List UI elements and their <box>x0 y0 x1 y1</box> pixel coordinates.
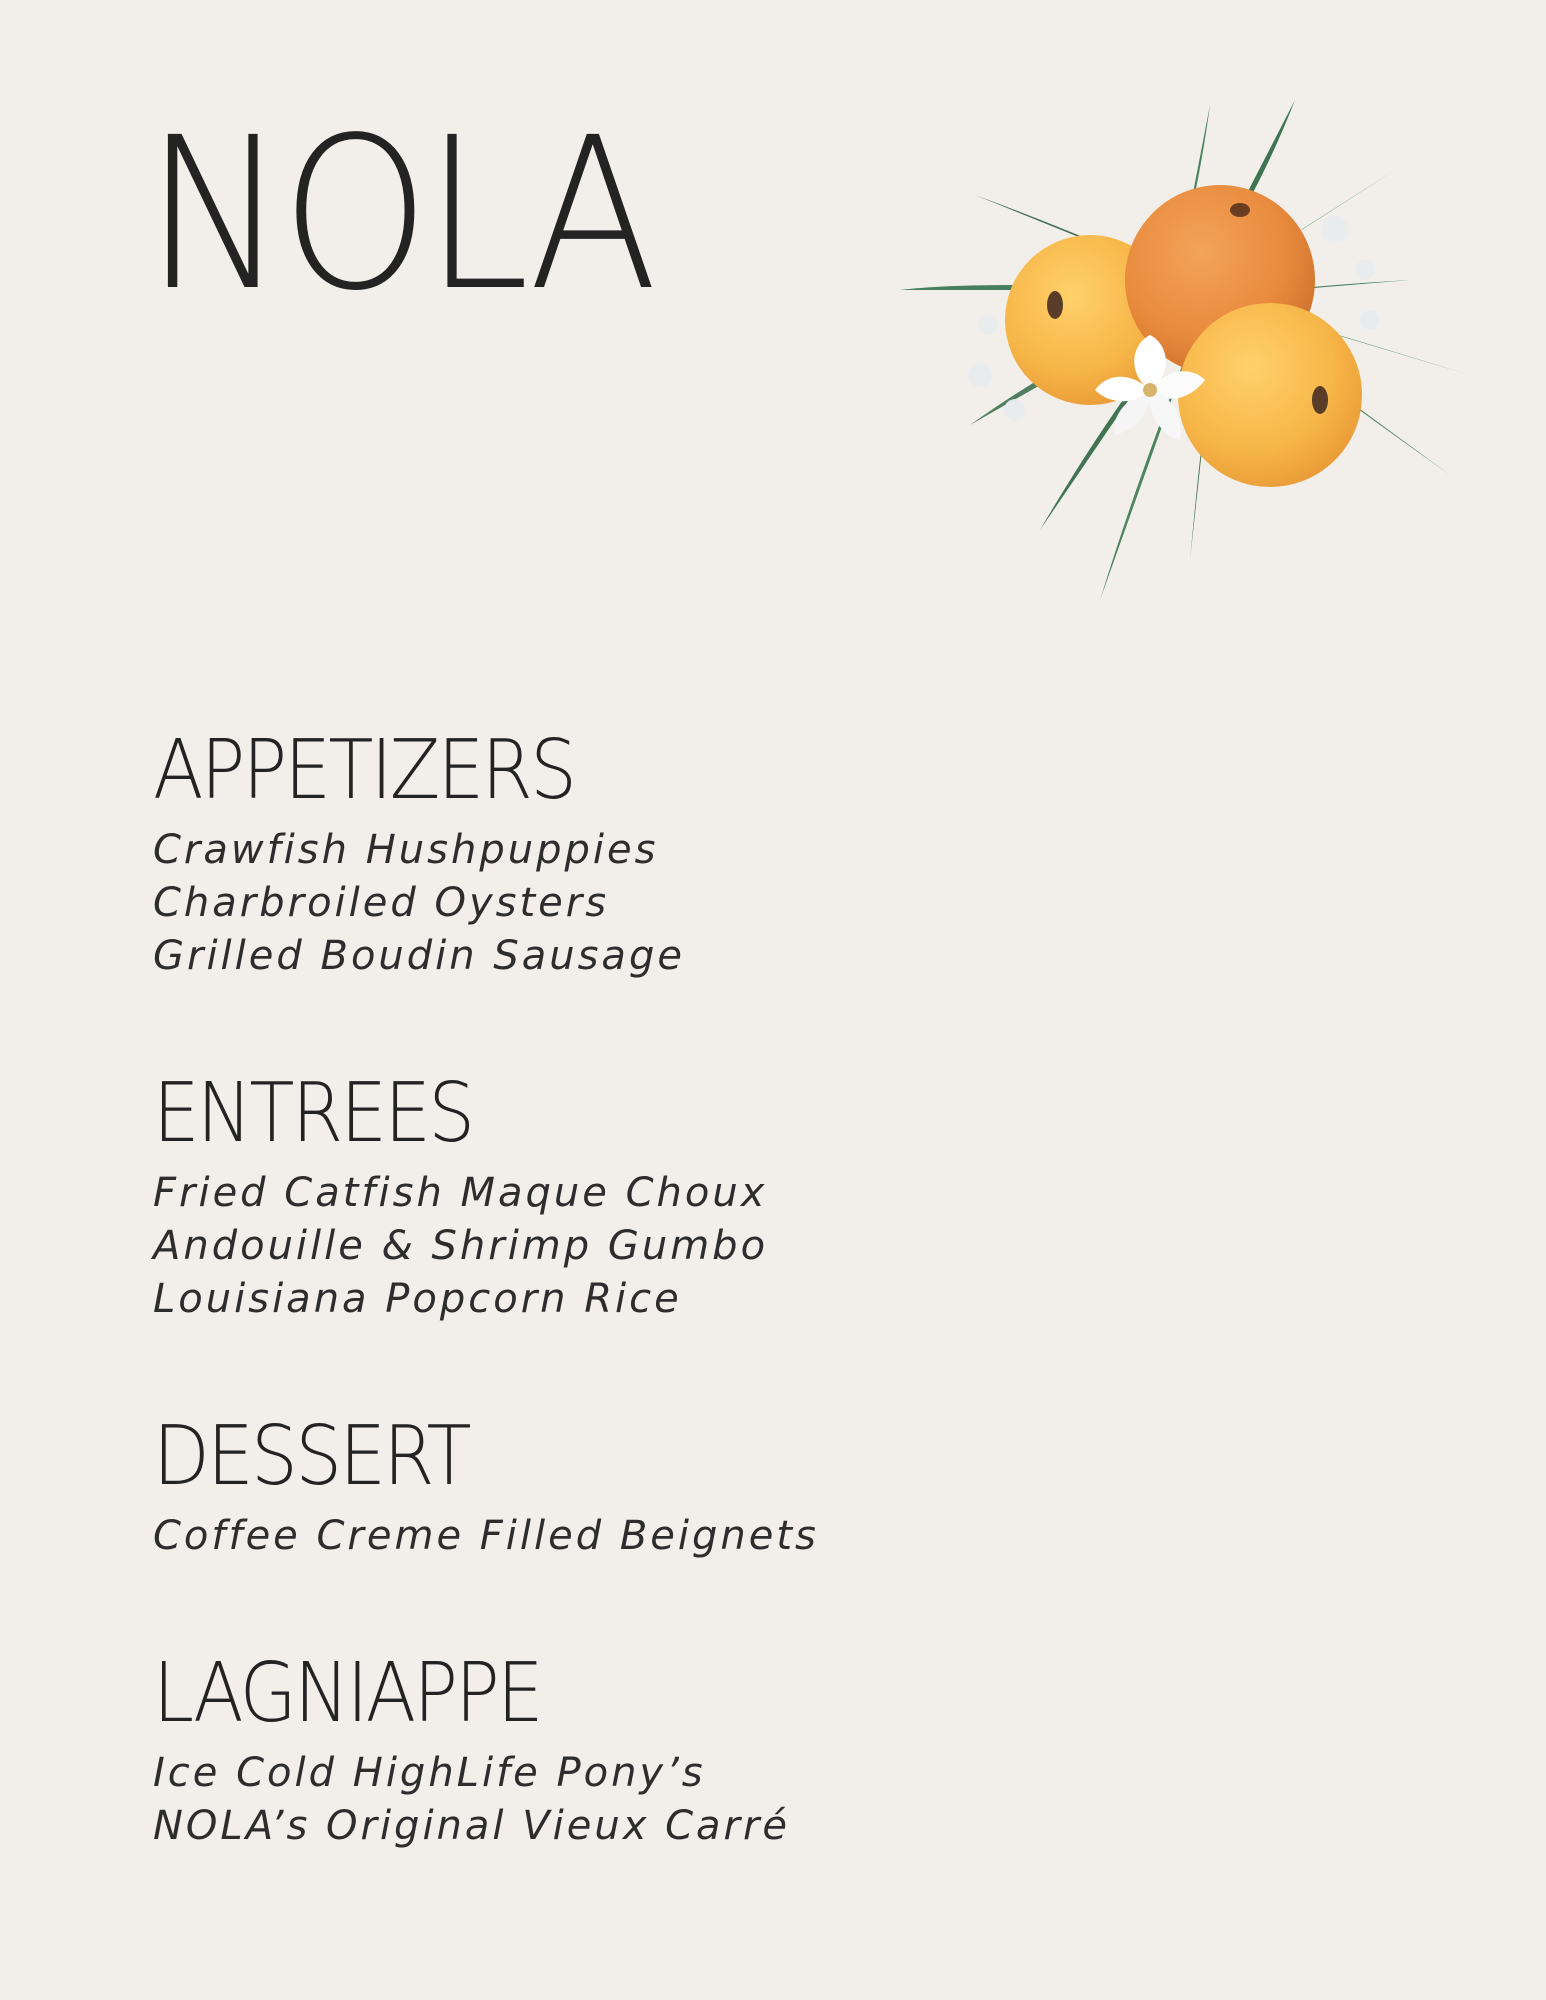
menu-item-list <box>153 1747 913 1853</box>
menu-item: Louisiana Popcorn Rice <box>153 1276 682 1322</box>
menu-section-entrees <box>153 1066 913 1326</box>
menu-item: Crawfish Hushpuppies <box>153 827 659 873</box>
menu-item: Coffee Creme Filled Beignets <box>153 1513 819 1559</box>
menu-section-lagniappe <box>153 1646 913 1853</box>
menu-item: NOLA’s Original Vieux Carré <box>153 1803 791 1849</box>
menu-item: Grilled Boudin Sausage <box>153 933 685 979</box>
section-heading: APPETIZERS <box>153 723 575 818</box>
menu-title: NOLA <box>145 92 653 337</box>
menu-item: Charbroiled Oysters <box>153 880 610 926</box>
menu-sections <box>153 723 913 1853</box>
menu-section-appetizers <box>153 723 913 983</box>
menu-item: Ice Cold HighLife Pony’s <box>153 1750 706 1796</box>
menu-item-list <box>153 824 913 983</box>
section-heading: DESSERT <box>153 1409 469 1504</box>
oranges <box>1005 185 1362 487</box>
menu-item-list <box>153 1510 913 1563</box>
menu-item: Fried Catfish Maque Choux <box>153 1170 768 1216</box>
menu-section-dessert <box>153 1409 913 1563</box>
menu-item: Andouille & Shrimp Gumbo <box>153 1223 769 1269</box>
menu-item-list <box>153 1167 913 1326</box>
orange-blossom-illustration <box>880 90 1500 620</box>
section-heading: ENTREES <box>153 1066 473 1161</box>
section-heading: LAGNIAPPE <box>153 1646 541 1741</box>
